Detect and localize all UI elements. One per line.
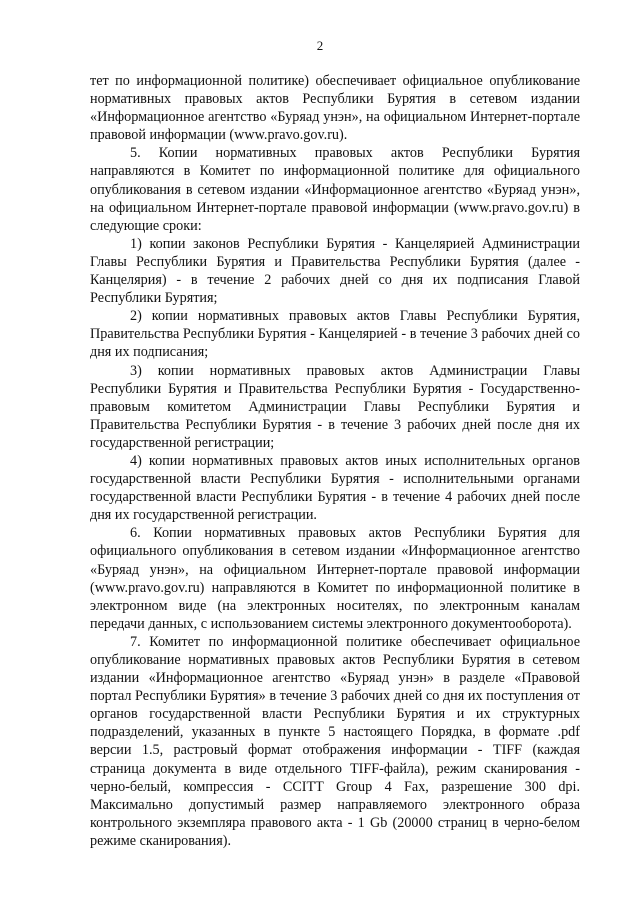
page-number: 2 <box>316 38 324 53</box>
paragraph-continuation: тет по информационной политике) обеспечивает официальное опубликование нормативных правовых актов Республики Бурятия в сетевом издании «Информационное агентство «Буряад унэн», на официальном Интернет-портале правовой информации (www.pravo.gov.ru). <box>90 73 580 144</box>
list-item-2: 2) копии нормативных правовых актов Главы Республики Бурятия, Правительства Республики Бурятия - Канцелярией - в течение 3 рабочих дней со дня их подписания; <box>90 308 580 361</box>
paragraph-5: 5. Копии нормативных правовых актов Республики Бурятия направляются в Комитет по информационной политике для официального опубликования в сетевом издании «Информационное агентство «Буряад унэн», на официальном Интернет-портале правовой информации (www.pravo.gov.ru) в следующие сроки: <box>90 145 580 234</box>
paragraph-7: 7. Комитет по информационной политике обеспечивает официальное опубликование нормативных правовых актов Республики Бурятия в сетевом издании «Информационное агентство «Буряад унэн» в разделе «Правовой портал Республики Бурятия» в течение 3 рабочих дней со дня их поступления от органов государственной власти Республики Бурятия и их структурных подразделений, указанных в пункте 5 настоящего Порядка, в формате .pdf версии 1.5, растровый формат отображения информации - TIFF (каждая страница документа в виде отдельного TIFF-файла), режим сканирования - черно-белый, компрессия - CCITT Group 4 Fax, разрешение 300 dpi. Максимально допустимый размер направляемого электронного образа контрольного экземпляра правового акта - 1 Gb (20000 страниц в черно-белом режиме сканирования). <box>90 633 580 849</box>
list-item-4: 4) копии нормативных правовых актов иных исполнительных органов государственной власти Республики Бурятия - исполнительными органами государственной власти Республики Бурятия - в течение 4 рабочих дней после дня их государственной регистрации. <box>90 452 580 524</box>
list-item-1: 1) копии законов Республики Бурятия - Канцелярией Администрации Главы Республики Бурятия и Правительства Республики Бурятия (далее - Канцелярия) - в течение 2 рабочих дней со дня их подписания Главой Республики Бурятия; <box>90 235 580 307</box>
paragraph-6: 6. Копии нормативных правовых актов Республики Бурятия для официального опубликования в сетевом издании «Информационное агентство «Буряад унэн», на официальном Интернет-портале правовой информации (www.pravo.gov.ru) направляются в Комитет по информационной политике в электронном виде (на электронных носителях, по электронным каналам передачи данных, с использованием системы электронного документооборота). <box>90 525 580 632</box>
list-item-3: 3) копии нормативных правовых актов Администрации Главы Республики Бурятия и Правительства Республики Бурятия - Государственно-правовым комитетом Администрации Главы Республики Бурятия и Правительства Республики Бурятия - в течение 3 рабочих дней после дня их государственной регистрации; <box>90 362 580 451</box>
document-body <box>90 72 580 850</box>
